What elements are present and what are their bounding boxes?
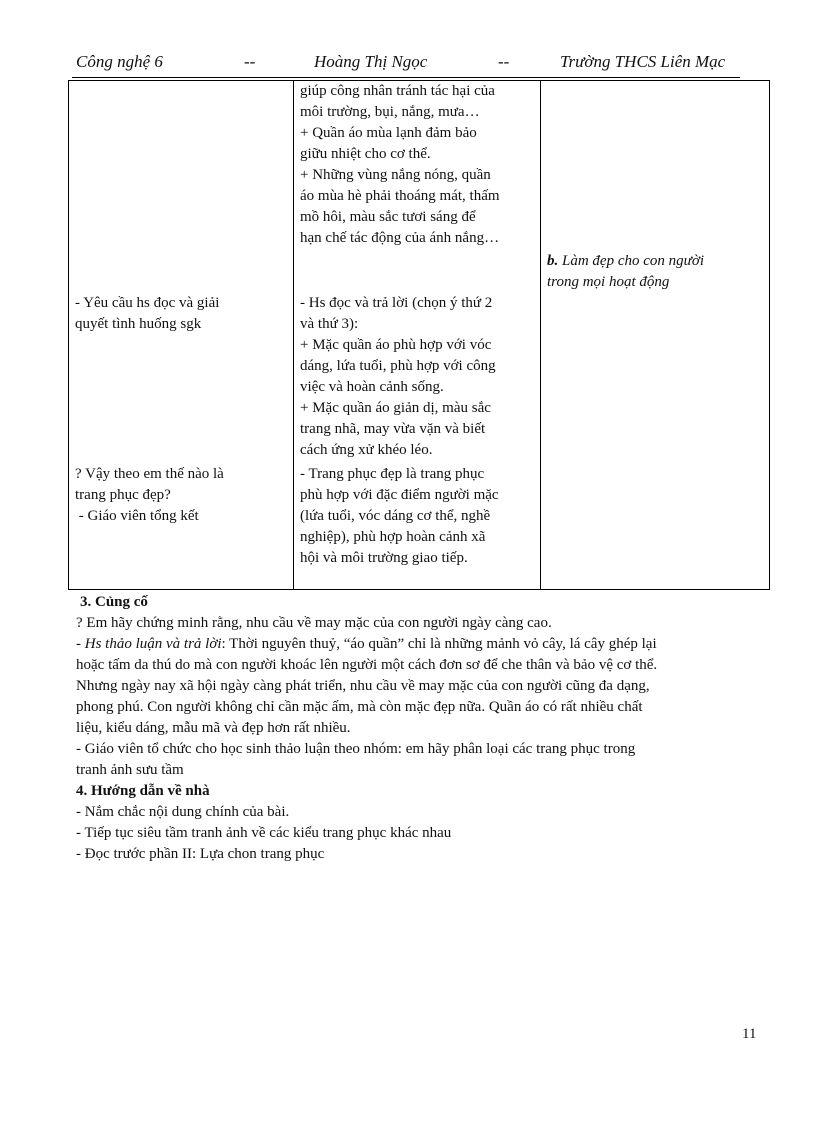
content-heading-letter: b.	[547, 253, 559, 269]
teacher-note: - Giáo viên tổ chức cho học sinh thảo luận theo nhóm: em hãy phân loại các trang phục trong	[76, 741, 636, 757]
answer-text: liệu, kiểu dáng, mẫu mã và đẹp hơn rất nhiều.	[76, 720, 351, 736]
student-activity-cell	[294, 81, 541, 590]
text-line: hội và môi trường giao tiếp.	[300, 550, 468, 566]
text-line: nghiệp), phù hợp hoàn cảnh xã	[300, 529, 486, 545]
text-line: giúp công nhân tránh tác hại của	[300, 83, 495, 99]
text-line: ? Vậy theo em thế nào là	[75, 466, 224, 482]
content-heading-text: Làm đẹp cho con người	[558, 253, 705, 269]
text-line: hạn chế tác động của ánh nắng…	[300, 230, 500, 246]
header-separator: --	[498, 52, 510, 71]
text-line: môi trường, bụi, nắng, mưa…	[300, 104, 480, 120]
text-line: - Yêu cầu hs đọc và giải	[75, 295, 220, 311]
list-item: - Tiếp tục siêu tầm tranh ảnh về các kiểu trang phục khác nhau	[76, 825, 452, 841]
section-heading: 4. Hướng dẫn về nhà	[76, 783, 210, 799]
text-line: trang phục đẹp?	[75, 487, 171, 503]
teacher-activity-block	[75, 464, 287, 527]
student-activity-block	[300, 81, 534, 249]
header-school: Trường THCS Liên Mạc	[560, 52, 726, 71]
header-separator: --	[244, 52, 256, 71]
section-heading: 3. Củng cố	[80, 594, 148, 610]
text-line: trang nhã, may vừa vặn và biết	[300, 421, 486, 437]
content-heading-line2: trong mọi hoạt động	[547, 274, 670, 290]
answer-text: Nhưng ngày nay xã hội ngày càng phát triển, nhu cầu về may mặc của con người cũng đa dạng,	[76, 678, 650, 694]
text-line: giữu nhiệt cho cơ thể.	[300, 146, 431, 162]
answer-paragraph	[76, 634, 776, 655]
text-line: - Giáo viên tổng kết	[75, 508, 199, 524]
answer-text: phong phú. Con người không chỉ cần mặc ấm, mà còn mặc đẹp nữa. Quần áo có rất nhiều chất	[76, 699, 643, 715]
list-item: - Nắm chắc nội dung chính của bài.	[76, 804, 290, 820]
text-line: quyết tình huống sgk	[75, 316, 202, 332]
text-line: việc và hoàn cảnh sống.	[300, 379, 444, 395]
text-line: (lứa tuổi, vóc dáng cơ thể, nghề	[300, 508, 491, 524]
student-activity-block	[300, 464, 534, 569]
header-subject: Công nghệ 6	[76, 52, 163, 71]
question-text: ? Em hãy chứng minh rằng, nhu cầu về may mặc của con người ngày càng cao.	[76, 615, 552, 631]
text-line: - Hs đọc và trả lời (chọn ý thứ 2	[300, 295, 493, 311]
text-line: mồ hôi, màu sắc tươi sáng để	[300, 209, 476, 225]
teacher-activity-block	[75, 293, 287, 335]
lesson-body	[76, 592, 776, 865]
table-row	[69, 81, 770, 590]
content-cell	[541, 81, 770, 590]
page-header	[76, 52, 742, 76]
list-item: - Đọc trước phần II: Lựa chon trang phục	[76, 846, 325, 862]
page-number: 11	[742, 1026, 757, 1042]
text-line: phù hợp với đặc điểm người mặc	[300, 487, 499, 503]
answer-text: : Thời nguyên thuỷ, “áo quần” chỉ là những mảnh vỏ cây, lá cây ghép lại	[221, 636, 657, 652]
answer-label: - Hs thảo luận và trả lời	[76, 636, 222, 652]
text-line: + Những vùng nắng nóng, quần	[300, 167, 491, 183]
text-line: + Mặc quần áo phù hợp với vóc	[300, 337, 492, 353]
answer-text: hoặc tấm da thú do mà con người khoác lên người một cách đơn sơ để che thân và bảo vệ cơ thể.	[76, 657, 658, 673]
header-teacher: Hoàng Thị Ngọc	[314, 52, 428, 71]
header-rule	[72, 77, 740, 78]
lesson-table	[68, 80, 770, 590]
teacher-activity-cell	[69, 81, 294, 590]
student-activity-block	[300, 293, 534, 461]
teacher-note: tranh ảnh sưu tầm	[76, 762, 184, 778]
text-line: + Quần áo mùa lạnh đảm bảo	[300, 125, 477, 141]
text-line: cách ứng xử khéo léo.	[300, 442, 433, 458]
text-line: áo mùa hè phải thoáng mát, thấm	[300, 188, 500, 204]
text-line: - Trang phục đẹp là trang phục	[300, 466, 485, 482]
text-line: dáng, lứa tuổi, phù hợp với công	[300, 358, 496, 374]
content-heading	[547, 251, 763, 293]
text-line: + Mặc quần áo giản dị, màu sắc	[300, 400, 491, 416]
text-line: và thứ 3):	[300, 316, 359, 332]
